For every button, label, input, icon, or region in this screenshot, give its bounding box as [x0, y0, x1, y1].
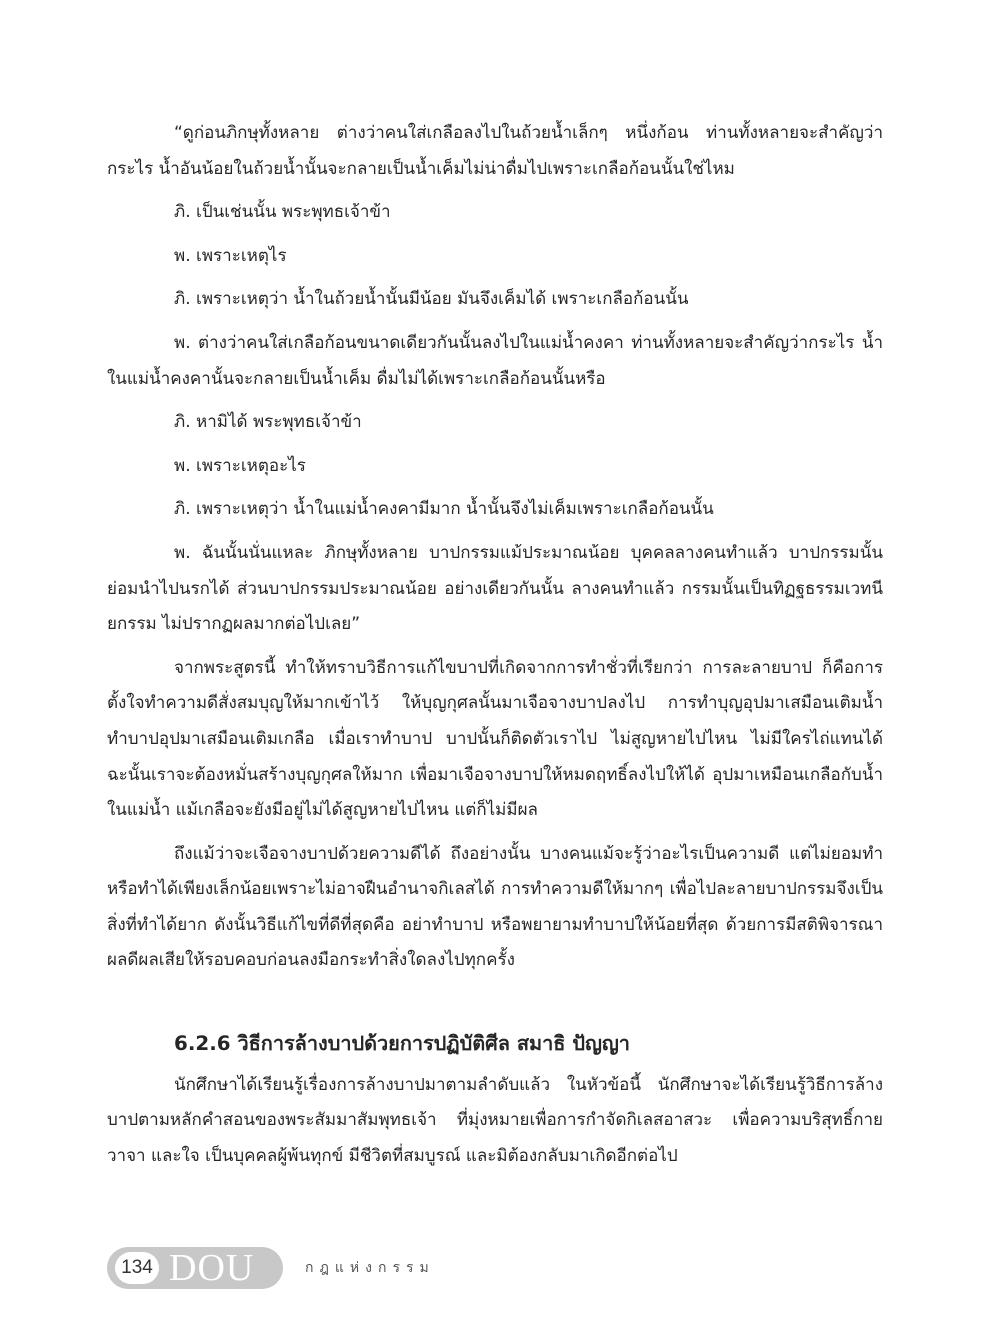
dialogue-line: พ. เพราะเหตุอะไร: [174, 455, 306, 476]
body-paragraph: ถึงแม้ว่าจะเจือจางบาปด้วยความดีได้ ถึงอย่างนั้น บางคนแม้จะรู้ว่าอะไรเป็นความดี แต่ไม่ยอมทำหรือทำได้เพียงเล็กน้อยเพราะไม่อาจฝืนอำนาจกิเลสได้ การทำความดีให้มากๆ เพื่อไปละลายบาปกรรมจึงเป็นสิ่งที่ทำได้ยาก ดังนั้นวิธีแก้ไขที่ดีที่สุดคือ อย่าทำบาป หรือพยายามทำบาปให้น้อยที่สุด ด้วยการมีสติพิจารณาผลดีผลเสียให้รอบคอบก่อนลงมือกระทำสิ่งใดลงไปทุกครั้ง: [107, 843, 883, 971]
quote-paragraph-3: พ. ฉันนั้นนั่นแหละ ภิกษุทั้งหลาย บาปกรรมแม้ประมาณน้อย บุคคลลางคนทำแล้ว บาปกรรมนั้นย่อมนำไปนรกได้ ส่วนบาปกรรมประมาณน้อย อย่างเดียวกันนั้น ลางคนทำแล้ว กรรมนั้นเป็นทิฏฐธรรมเวทนียกรรม ไม่ปรากฏผลมากต่อไปเลย”: [107, 542, 883, 635]
dialogue-line: ภิ. หามิได้ พระพุทธเจ้าข้า: [174, 412, 362, 433]
dialogue-line: พ. เพราะเหตุไร: [174, 245, 287, 266]
section-heading: 6.2.6 วิธีการล้างบาปด้วยการปฏิบัติศีล สมาธิ ปัญญา: [174, 1032, 630, 1056]
body-paragraph: นักศึกษาได้เรียนรู้เรื่องการล้างบาปมาตามลำดับแล้ว ในหัวข้อนี้ นักศึกษาจะได้เรียนรู้วิธีการล้างบาปตามหลักคำสอนของพระสัมมาสัมพุทธเจ้า ที่มุ่งหมายเพื่อการกำจัดกิเลสอาสวะ เพื่อความบริสุทธิ์กาย วาจา และใจ เป็นบุคคลผู้พ้นทุกข์ มีชีวิตที่สมบูรณ์ และมิต้องกลับมาเกิดอีกต่อไป: [107, 1074, 883, 1166]
page-footer: [107, 1246, 435, 1290]
dialogue-line: ภิ. เพราะเหตุว่า น้ำในแม่น้ำคงคามีมาก น้ำนั้นจึงไม่เค็มเพราะเกลือก้อนนั้น: [174, 499, 714, 520]
course-title: กฎแห่งกรรม: [305, 1260, 435, 1276]
dialogue-line: ภิ. เป็นเช่นนั้น พระพุทธเจ้าข้า: [174, 202, 391, 223]
quote-paragraph-1: “ดูก่อนภิกษุทั้งหลาย ต่างว่าคนใส่เกลือลงไปในถ้วยน้ำเล็กๆ หนึ่งก้อน ท่านทั้งหลายจะสำคัญว่ากระไร น้ำอันน้อยในถ้วยน้ำนั้นจะกลายเป็นน้ำเค็มไม่น่าดื่มไปเพราะเกลือก้อนนั้นใช่ไหม: [107, 123, 883, 179]
page-content: [107, 116, 883, 1182]
dialogue-line: ภิ. เพราะเหตุว่า น้ำในถ้วยน้ำนั้นมีน้อย มันจึงเค็มได้ เพราะเกลือก้อนนั้น: [174, 289, 689, 310]
page-number: 134: [115, 1252, 159, 1284]
footer-badge: [107, 1247, 283, 1289]
body-paragraph: จากพระสูตรนี้ ทำให้ทราบวิธีการแก้ไขบาปที่เกิดจากการทำชั่วที่เรียกว่า การละลายบาป ก็คือการตั้งใจทำความดีสั่งสมบุญให้มากเข้าไว้ ให้บุญกุศลนั้นมาเจือจางบาปลงไป การทำบุญอุปมาเสมือนเติมน้ำ ทำบาปอุปมาเสมือนเติมเกลือ เมื่อเราทำบาป บาปนั้นก็ติดตัวเราไป ไม่สูญหายไปไหน ไม่มีใครไถ่แทนได้ ฉะนั้นเราจะต้องหมั่นสร้างบุญกุศลให้มาก เพื่อมาเจือจางบาปให้หมดฤทธิ์ลงไปให้ได้ อุปมาเหมือนเกลือกับน้ำในแม่น้ำ แม้เกลือจะยังมีอยู่ไม่ได้สูญหายไปไหน แต่ก็ไม่มีผล: [107, 657, 883, 821]
quote-paragraph-2: พ. ต่างว่าคนใส่เกลือก้อนขนาดเดียวกันนั้นลงไปในแม่น้ำคงคา ท่านทั้งหลายจะสำคัญว่ากระไร น้ำในแม่น้ำคงคานั้นจะกลายเป็นน้ำเค็ม ดื่มไม่ได้เพราะเกลือก้อนนั้นหรือ: [107, 332, 883, 389]
brand-logo: DOU: [169, 1247, 255, 1289]
